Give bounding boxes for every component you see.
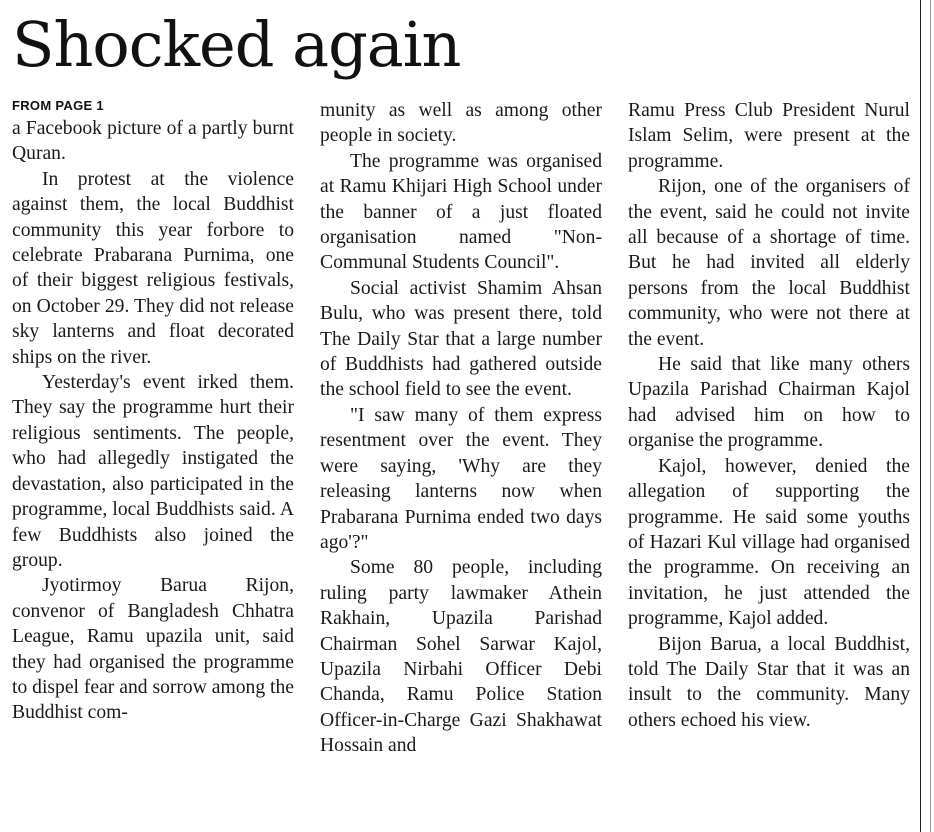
kicker-label: FROM PAGE 1 xyxy=(12,98,104,113)
headline: Shocked again xyxy=(12,8,461,81)
paragraph: Ramu Press Club President Nurul Islam Selim, were present at the programme. xyxy=(628,100,910,172)
paragraph: Jyotirmoy Barua Rijon, convenor of Bangladesh Chhatra League, Ramu upazila unit, said they had organised the programme to dispel fear and sorrow among the Buddhist com- xyxy=(12,575,294,724)
article-column-2 xyxy=(320,98,602,759)
paragraph: Bijon Barua, a local Buddhist, told The Daily Star that it was an insult to the community. Many others echoed his view. xyxy=(628,633,910,731)
paragraph: Rijon, one of the organisers of the event, said he could not invite all because of a shortage of time. But he had invited all elderly persons from the local Buddhist community, who were not there at the event. xyxy=(628,176,910,350)
paragraph: a Facebook picture of a partly burnt Quran. xyxy=(12,118,294,165)
article-column-1 xyxy=(12,98,294,726)
paragraph: He said that like many others Upazila Parishad Chairman Kajol had advised him on how to organise the programme. xyxy=(628,354,910,452)
article-column-3 xyxy=(628,98,910,733)
paragraph: munity as well as among other people in society. xyxy=(320,100,602,147)
paragraph: Some 80 people, including ruling party lawmaker Athein Rakhain, Upazila Parishad Chairman Sohel Sarwar Kajol, Upazila Nirbahi Officer Debi Chanda, Ramu Police Station Officer-in-Charge Gazi Shakhawat Hossain and xyxy=(320,557,602,757)
paragraph: Kajol, however, denied the allegation of supporting the programme. He said some youths of Hazari Kul village had organised the programme. On receiving an invitation, he just attended the programme, Kajol added. xyxy=(628,455,910,630)
paragraph: Social activist Shamim Ahsan Bulu, who was present there, told The Daily Star that a large number of Buddhists had gathered outside the school field to see the event. xyxy=(320,277,602,401)
paragraph: In protest at the violence against them, the local Buddhist community this year forbore to celebrate Prabarana Purnima, one of their biggest religious festivals, on October 29. They did not release sky lanterns and float decorated ships on the river. xyxy=(12,168,294,368)
paragraph: "I saw many of them express resentment over the event. They were saying, 'Why are they releasing lanterns now when Prabarana Purnima ended two days ago'?" xyxy=(320,404,602,553)
paragraph: The programme was organised at Ramu Khijari High School under the banner of a just floated organisation named "Non-Communal Students Council". xyxy=(320,150,602,274)
paragraph: Yesterday's event irked them. They say the programme hurt their religious sentiments. The people, who had allegedly instigated the devastation, also participated in the programme, local Buddhists said. A few Buddhists also joined the group. xyxy=(12,372,294,571)
page-edge-rule xyxy=(930,0,931,832)
column-rule xyxy=(920,0,921,832)
